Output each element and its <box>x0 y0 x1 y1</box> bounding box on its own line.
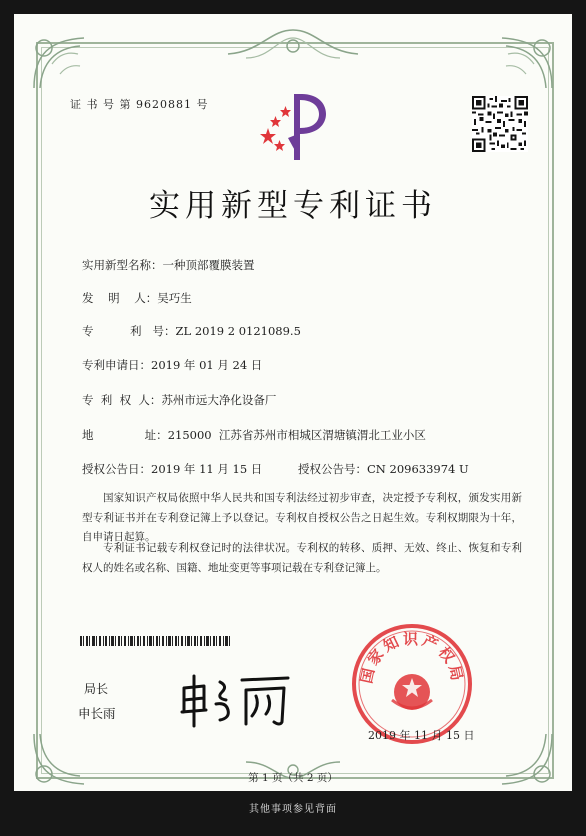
field-value: CN 209633974 U <box>367 462 469 476</box>
certificate-number: 证 书 号 第 9620881 号 <box>70 98 209 111</box>
director-name: 申长雨 <box>78 706 116 721</box>
field-label: 专 利 号： <box>82 324 176 338</box>
field-value: 苏州市远大净化设备厂 <box>161 393 277 407</box>
field-label: 专 利 权 人： <box>82 393 162 407</box>
field-label: 地 址： <box>82 428 168 442</box>
field-value: 2019 年 11 月 15 日 <box>151 462 263 476</box>
field-value: 吴巧生 <box>157 291 192 305</box>
field-label: 实用新型名称： <box>82 258 163 272</box>
certificate-title: 实用新型专利证书 <box>149 188 437 224</box>
field-value: 2019 年 01 月 24 日 <box>151 358 263 372</box>
body-paragraph-1: 国家知识产权局依照中华人民共和国专利法经过初步审查，决定授予专利权，颁发实用新型专利证书并在专利登记簿上予以登记。专利权自授权公告之日起生效。专利权期限为十年，自申请日起算。 <box>82 492 522 543</box>
field-grant-number <box>298 461 469 477</box>
body-paragraph-2: 专利证书记载专利权登记时的法律状况。专利权的转移、质押、无效、终止、恢复和专利权人的姓名或名称、国籍、地址变更等事项记载在专利登记簿上。 <box>82 542 522 574</box>
seal-text: 国家知识产权局 <box>357 630 467 686</box>
field-label: 发 明 人： <box>82 291 158 305</box>
field-model-name <box>82 257 255 273</box>
field-label: 授权公告号： <box>298 462 367 476</box>
director-signature <box>176 668 296 730</box>
seal-date: 2019 年 11 月 15 日 <box>368 729 475 742</box>
corner-ornament-top-left <box>30 34 108 92</box>
footer-note: 其他事项参见背面 <box>249 804 337 815</box>
field-value: 215000 江苏省苏州市相城区渭塘镇渭北工业小区 <box>167 428 426 442</box>
top-ornament <box>220 24 366 64</box>
field-inventor <box>82 290 192 306</box>
director-title: 局长 <box>84 682 109 696</box>
field-value: 一种顶部覆膜装置 <box>162 258 255 272</box>
field-filing-date <box>82 357 262 373</box>
cnipa-logo-icon <box>258 90 328 164</box>
field-label: 授权公告日： <box>82 462 151 476</box>
field-label: 专利申请日： <box>82 358 151 372</box>
field-grant-date <box>82 461 262 477</box>
field-patent-number <box>82 323 301 339</box>
barcode-icon <box>80 636 230 646</box>
field-address <box>82 427 426 443</box>
field-value: ZL 2019 2 0121089.5 <box>175 324 301 338</box>
field-patentee <box>82 392 276 408</box>
page-number: 第 1 页（共 2 页） <box>248 772 338 784</box>
corner-ornament-top-right <box>478 34 556 92</box>
qr-code-icon <box>472 96 528 152</box>
